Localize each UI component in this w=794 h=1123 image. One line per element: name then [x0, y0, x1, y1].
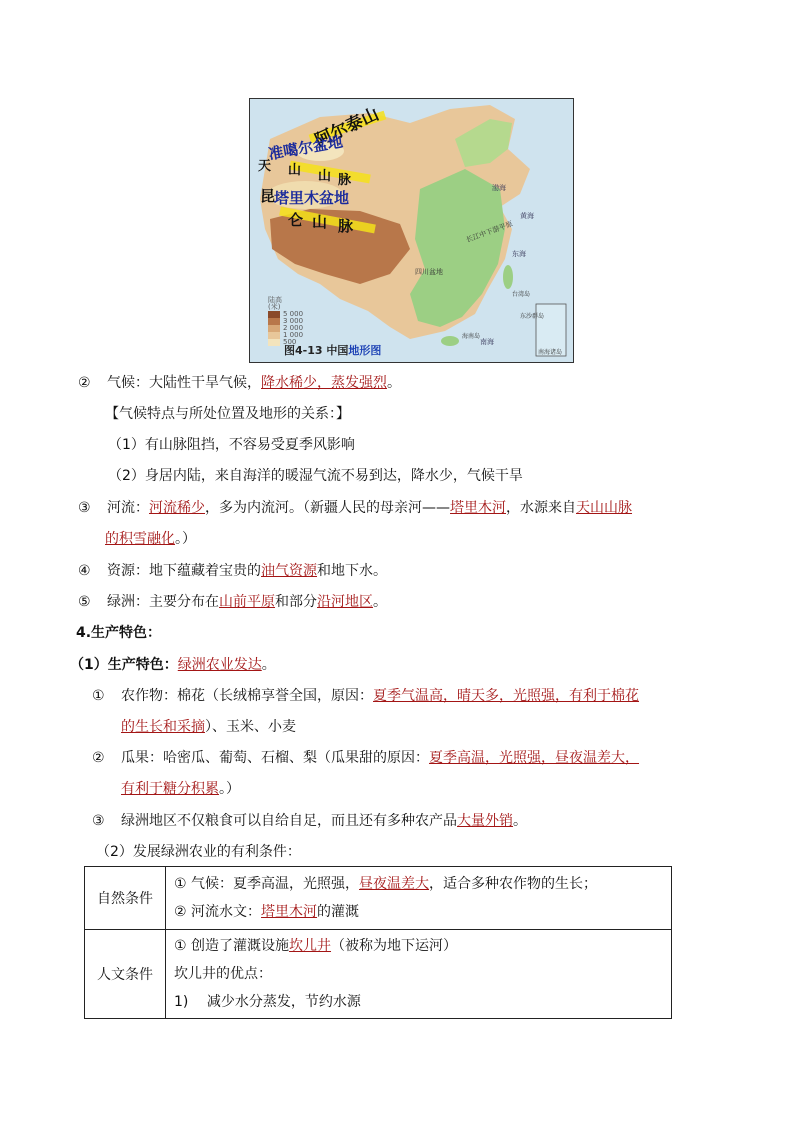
text: 。: [513, 813, 528, 829]
place-label: 东海: [512, 250, 526, 258]
tianshan-char-4: 脉: [338, 173, 352, 188]
highlight: 夏季高温，光照强，昼夜温差大，: [429, 750, 640, 766]
text: ，水源来自: [506, 500, 577, 516]
marker: ④: [78, 563, 91, 579]
tianshan-char-3: 山: [318, 169, 332, 184]
text: 绿洲地区不仅粮食可以自给自足，而且还有多种农产品: [121, 813, 458, 829]
human-conditions-header: 人文条件: [85, 930, 166, 1019]
text: 。）: [219, 781, 240, 797]
resource-line: [78, 561, 387, 581]
highlight: 有利于糖分积累: [121, 781, 219, 797]
marker: ②: [92, 750, 105, 766]
export-line: [92, 811, 527, 831]
text: ① 气候：夏季高温，光照强，: [174, 876, 360, 892]
highlight: 绿洲农业发达: [177, 657, 262, 673]
section-4-title: 4.生产特色：: [76, 625, 162, 641]
table-row: [85, 867, 672, 930]
text: ，适合多种农作物的生长；: [429, 876, 598, 892]
natural-conditions-cell: [166, 867, 672, 930]
kunlun-char-2: 仑: [288, 211, 304, 229]
natural-conditions-header: 自然条件: [85, 867, 166, 930]
text: ① 创造了灌溉设施: [174, 938, 290, 954]
caption-number: 图4-13: [284, 344, 323, 357]
highlight: 油气资源: [261, 563, 318, 579]
highlight: 昼夜温差大: [359, 876, 430, 892]
river-line-2: [105, 529, 196, 549]
human-item-1: [166, 932, 671, 960]
crop-line: [92, 686, 639, 706]
label: （1）生产特色：: [70, 657, 178, 673]
marker: ②: [78, 375, 91, 391]
highlight: 蒸发强烈: [331, 375, 388, 391]
junggar-basin-label: 准噶尔盆地: [267, 132, 345, 164]
place-label: 台湾岛: [512, 291, 531, 298]
tarim-basin-label: 塔里木盆地: [274, 189, 350, 207]
highlight: 坎儿井: [289, 938, 332, 954]
fruit-line: [92, 748, 639, 768]
text: 气候：大陆性干旱气候，: [107, 375, 262, 391]
kunlun-char-3: 山: [312, 213, 328, 231]
altai-mountains-label: 阿尔泰山: [312, 104, 383, 152]
place-label: 海南岛: [462, 333, 481, 340]
text: 资源：地下蕴藏着宝贵的: [107, 563, 262, 579]
marker: ③: [78, 500, 91, 516]
text: 。: [387, 375, 402, 391]
china-terrain-map: [249, 98, 574, 363]
list-number: 1): [174, 994, 189, 1010]
text: 。）: [175, 531, 196, 547]
text: ，多为内流河。（新疆人民的母亲河——: [205, 500, 451, 516]
place-label: 东沙群岛: [520, 313, 545, 320]
place-label: 渤海: [492, 184, 506, 192]
kunlun-char-4: 脉: [338, 217, 354, 235]
tianshan-char-1: 天: [258, 159, 272, 174]
legend-value: 3 000: [283, 317, 304, 325]
production-feature-line: [70, 655, 276, 675]
text: ，: [317, 375, 332, 391]
legend-value: 5 000: [283, 310, 304, 318]
human-item-2: 坎儿井的优点：: [174, 966, 272, 982]
highlight: 降水稀少: [261, 375, 318, 391]
place-label: 长江中下游平原: [465, 219, 514, 245]
river-line: [78, 498, 632, 518]
natural-item-2: [166, 898, 671, 926]
text: 农作物：棉花（长绒棉享誉全国，原因：: [121, 688, 374, 704]
kunlun-char-1: 昆: [260, 187, 276, 205]
favorable-conditions-title: （2）发展绿洲农业的有利条件：: [96, 844, 301, 860]
climate-point-2: （2）身居内陆，来自海洋的暖湿气流不易到达，降水少，气候干旱: [108, 468, 523, 484]
text: 。: [261, 657, 276, 673]
legend-value: 1 000: [283, 331, 304, 339]
climate-relation-title: 【气候特点与所处位置及地形的关系：】: [105, 406, 350, 422]
legend-title: 陆高: [268, 296, 282, 304]
text: （被称为地下运河）: [331, 938, 458, 954]
legend-value: 2 000: [283, 324, 304, 332]
marker: ⑤: [78, 594, 91, 610]
text: 的灌溉: [317, 904, 360, 920]
natural-item-1: [166, 870, 671, 898]
text: 绿洲：主要分布在: [107, 594, 220, 610]
conditions-table: [84, 866, 672, 1019]
marker: ③: [92, 813, 105, 829]
elevation-legend: [268, 297, 303, 346]
highlight: 天山山脉: [576, 500, 633, 516]
text: ② 河流水文：: [174, 904, 262, 920]
text: 瓜果：哈密瓜、葡萄、石榴、梨（瓜果甜的原因：: [121, 750, 430, 766]
crop-line-2: [121, 717, 296, 737]
place-label: 南海诸岛: [538, 349, 563, 356]
highlight: 的积雪融化: [105, 531, 175, 547]
text: 河流：: [107, 500, 150, 516]
text: 减少水分蒸发，节约水源: [206, 994, 361, 1010]
highlight: 大量外销: [457, 813, 514, 829]
place-label: 四川盆地: [415, 268, 443, 276]
highlight: 夏季气温高，晴天多，光照强，有利于棉花: [373, 688, 640, 704]
highlight: 塔里木河: [450, 500, 507, 516]
map-caption: [284, 342, 381, 358]
text: ）、玉米、小麦: [205, 719, 296, 735]
place-label: 黄海: [520, 212, 534, 220]
legend-unit: (米): [268, 303, 281, 311]
highlight: 山前平原: [219, 594, 276, 610]
human-item-3: [166, 988, 671, 1016]
place-label: 南海: [480, 338, 494, 346]
table-row: [85, 930, 672, 1019]
oasis-line: [78, 592, 387, 612]
highlight: 河流稀少: [149, 500, 206, 516]
highlight: 沿河地区: [317, 594, 374, 610]
climate-line: [78, 373, 401, 393]
text: 和地下水。: [317, 563, 388, 579]
text: 和部分: [275, 594, 318, 610]
text: 。: [373, 594, 388, 610]
highlight: 塔里木河: [261, 904, 318, 920]
fruit-line-2: [121, 779, 240, 799]
marker: ①: [92, 688, 105, 704]
caption-text-b: 地形图: [348, 344, 382, 357]
highlight: 的生长和采摘: [121, 719, 205, 735]
climate-point-1: （1）有山脉阻挡，不容易受夏季风影响: [108, 437, 355, 453]
human-conditions-cell: [166, 930, 672, 1019]
legend-value: 500: [283, 338, 297, 346]
tianshan-char-2: 山: [288, 163, 302, 178]
caption-text-a: 中国: [326, 344, 349, 357]
